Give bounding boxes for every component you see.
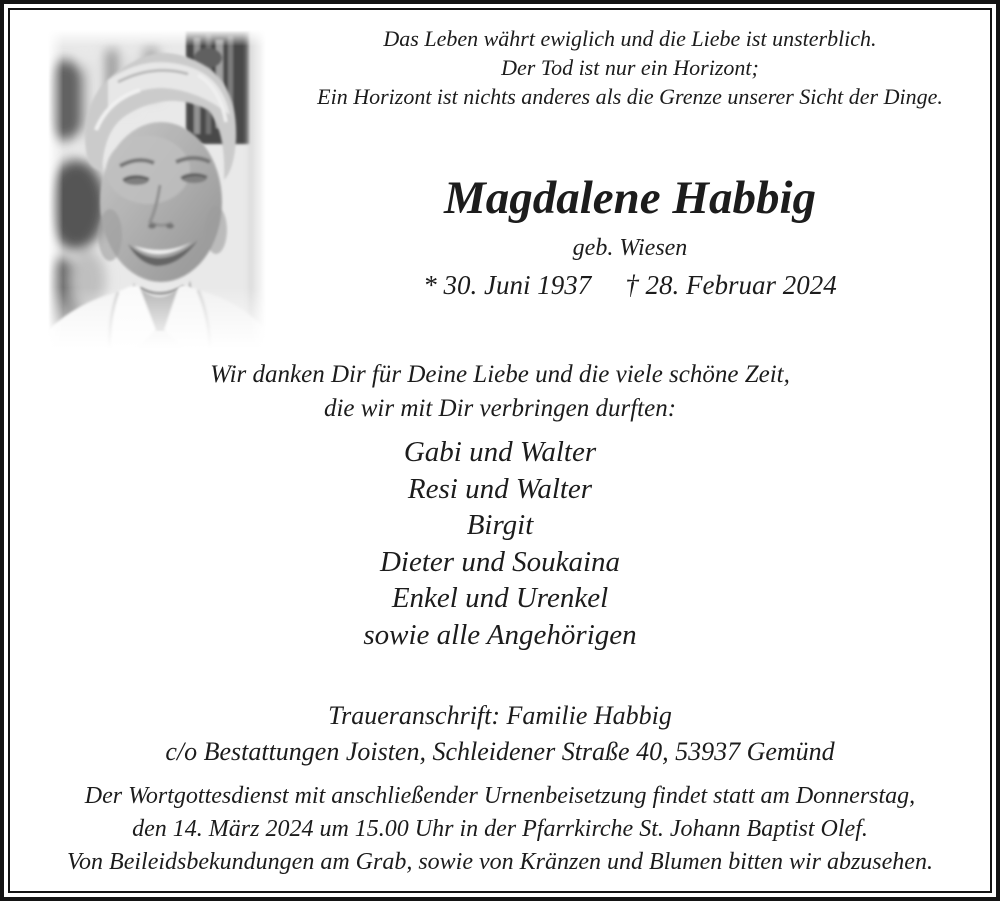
epitaph-line: Ein Horizont ist nichts anderes als die Grenze unserer Sicht der Dinge. bbox=[317, 84, 943, 109]
maiden-name: geb. Wiesen bbox=[572, 235, 688, 261]
life-dates bbox=[272, 268, 988, 302]
service-line: Der Wortgottesdienst mit anschließender Urnenbeisetzung findet statt am Donnerstag, bbox=[84, 783, 916, 809]
mourner-name: Dieter und Soukaina bbox=[379, 545, 620, 578]
mourner-name: Enkel und Urenkel bbox=[391, 582, 609, 614]
portrait-photo bbox=[48, 30, 266, 352]
epitaph-line: Der Tod ist nur ein Horizont; bbox=[501, 55, 759, 80]
epitaph bbox=[272, 24, 988, 111]
mourner-name: sowie alle Angehörigen bbox=[363, 618, 637, 651]
thanks-line: Wir danken Dir für Deine Liebe und die viele schöne Zeit, bbox=[210, 361, 790, 388]
address-line: c/o Bestattungen Joisten, Schleidener Straße 40, 53937 Gemünd bbox=[165, 736, 835, 766]
photo-edge-fade bbox=[48, 30, 266, 352]
service-line: Von Beileidsbekundungen am Grab, sowie von Kränzen und Blumen bitten wir abzusehen. bbox=[67, 849, 933, 875]
death-date: † 28. Februar 2024 bbox=[625, 270, 837, 300]
mourners-list bbox=[5, 434, 995, 653]
epitaph-line: Das Leben währt ewiglich und die Liebe ist unsterblich. bbox=[383, 26, 877, 51]
mourner-name: Resi und Walter bbox=[407, 472, 593, 505]
birth-date: * 30. Juni 1937 bbox=[423, 270, 592, 300]
address-line: Traueranschrift: Familie Habbig bbox=[328, 701, 672, 730]
thanks-line: die wir mit Dir verbringen durften: bbox=[323, 395, 677, 422]
deceased-name: Magdalene Habbig bbox=[443, 172, 817, 224]
service-line: den 14. März 2024 um 15.00 Uhr in der Pfarrkirche St. Johann Baptist Olef. bbox=[132, 816, 868, 842]
mourning-address bbox=[5, 698, 995, 769]
service-info bbox=[5, 780, 995, 879]
thanks-text bbox=[5, 358, 995, 426]
mourner-name: Gabi und Walter bbox=[403, 436, 597, 468]
mourner-name: Birgit bbox=[466, 509, 534, 541]
